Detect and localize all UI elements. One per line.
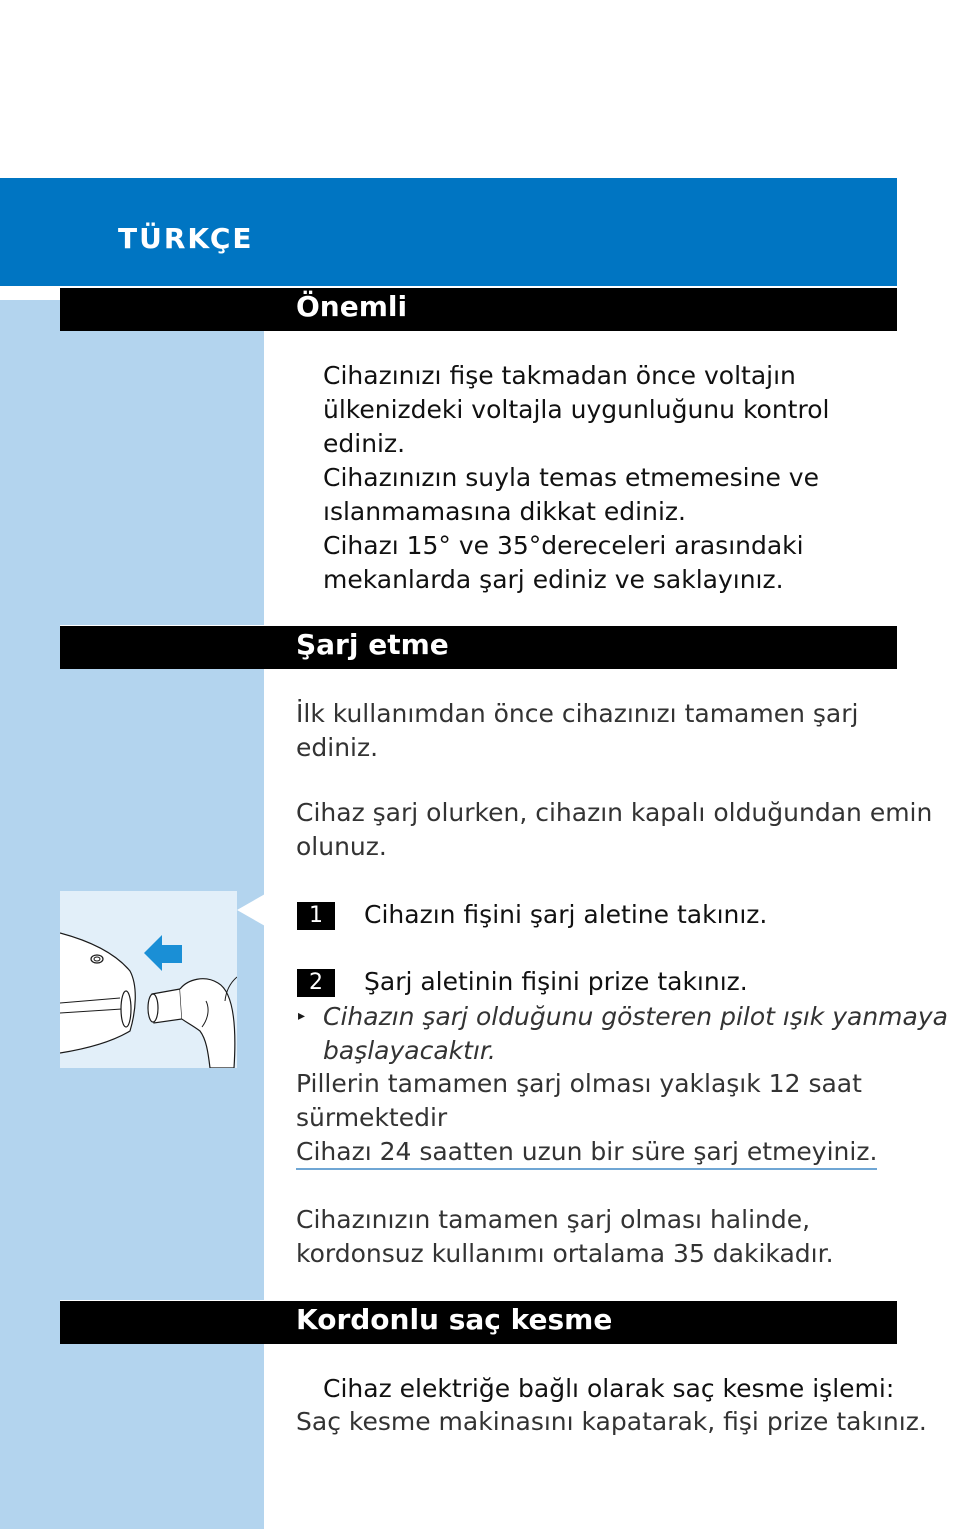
arrow-left-icon — [142, 933, 186, 973]
charge-duration-note — [296, 1067, 862, 1135]
step-2-text: Şarj aletinin fişini prize takınız. — [364, 967, 748, 996]
charger-illustration — [60, 891, 237, 1068]
text-line: Cihazınızı fişe takmadan önce voltajın — [323, 361, 796, 390]
step-number-2: 2 — [297, 969, 335, 997]
text-line: Cihazı 15° ve 35°dereceleri arasındaki — [323, 531, 804, 560]
text-line: İlk kullanımdan önce cihazınızı tamamen şarj — [296, 699, 859, 728]
text-line: Pillerin tamamen şarj olması yaklaşık 12 saat — [296, 1069, 862, 1098]
section-header-onemli — [60, 287, 897, 331]
max-charge-warning — [296, 1135, 877, 1169]
language-label: TÜRKÇE — [118, 222, 254, 255]
text-line: ülkenizdeki voltajla uygunluğunu kontrol — [323, 395, 830, 424]
section-title: Kordonlu saç kesme — [296, 1303, 613, 1336]
text-line: mekanlarda şarj ediniz ve saklayınız. — [323, 565, 784, 594]
pilot-light-note — [323, 1000, 948, 1068]
section-header-sarj-etme — [60, 625, 897, 669]
warning-text: Cihazı 24 saatten uzun bir süre şarj etmeyiniz. — [296, 1137, 877, 1170]
text-line: Cihazınızın suyla temas etmemesine ve — [323, 463, 819, 492]
cordless-runtime-note — [296, 1203, 834, 1271]
callout-notch — [237, 894, 265, 926]
charging-off-note — [296, 796, 932, 864]
important-notes — [323, 359, 829, 597]
text-line: ediniz. — [323, 429, 406, 458]
step-number-1: 1 — [297, 902, 335, 930]
clipper-plug-drawing — [60, 891, 237, 1068]
text-line: Cihaz şarj olurken, cihazın kapalı olduğundan emin — [296, 798, 933, 827]
text-line: olunuz. — [296, 832, 387, 861]
text-line: ediniz. — [296, 733, 379, 762]
section-header-kordonlu — [60, 1300, 897, 1344]
text-line: sürmektedir — [296, 1103, 448, 1132]
section-title: Önemli — [296, 290, 408, 323]
step-1-text: Cihazın fişini şarj aletine takınız. — [364, 900, 768, 929]
corded-use-heading: Cihaz elektriğe bağlı olarak saç kesme işlemi: — [323, 1374, 895, 1403]
text-line: başlayacaktır. — [323, 1036, 496, 1065]
bullet-arrow-icon: ▸ — [298, 1008, 306, 1024]
corded-use-instruction: Saç kesme makinasını kapatarak, fişi prize takınız. — [296, 1407, 927, 1436]
section-title: Şarj etme — [296, 628, 449, 661]
text-line: Cihazınızın tamamen şarj olması halinde, — [296, 1205, 811, 1234]
text-line: Cihazın şarj olduğunu gösteren pilot ışık yanmaya — [323, 1002, 948, 1031]
text-line: kordonsuz kullanımı ortalama 35 dakikadır. — [296, 1239, 834, 1268]
charging-intro — [296, 697, 858, 765]
text-line: ıslanmamasına dikkat ediniz. — [323, 497, 686, 526]
